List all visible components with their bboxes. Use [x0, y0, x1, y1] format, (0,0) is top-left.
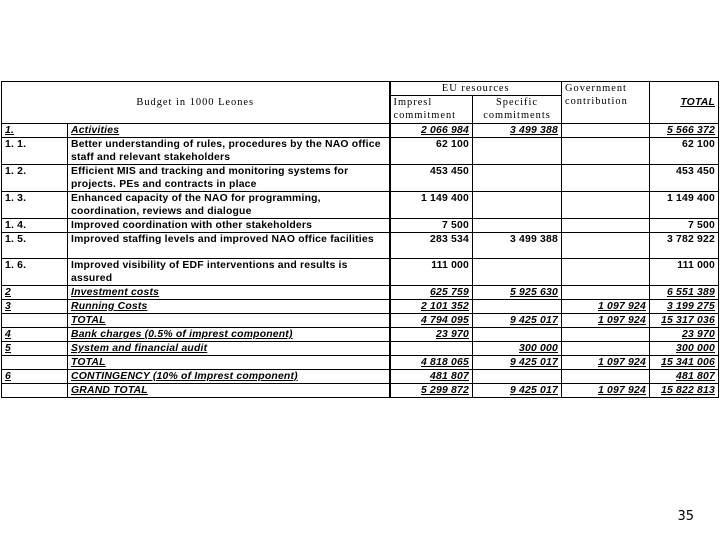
row-imprest: 2 066 984 — [390, 124, 473, 138]
table-row — [2, 165, 719, 192]
row-government: 1 097 924 — [562, 300, 650, 314]
table-row — [2, 300, 719, 314]
row-total: 6 551 389 — [650, 286, 719, 300]
row-government — [562, 192, 650, 219]
row-code: 1. — [2, 124, 68, 138]
row-specific: 9 425 017 — [473, 314, 562, 328]
row-label: Efficient MIS and tracking and monitoring systems for projects. PEs and contracts in place — [68, 165, 390, 192]
row-imprest: 7 500 — [390, 219, 473, 233]
row-total: 453 450 — [650, 165, 719, 192]
row-specific: 9 425 017 — [473, 384, 562, 398]
row-code — [2, 356, 68, 370]
row-specific: 3 499 388 — [473, 124, 562, 138]
row-total: 481 807 — [650, 370, 719, 384]
row-label: CONTINGENCY (10% of Imprest component) — [68, 370, 390, 384]
table-row — [2, 219, 719, 233]
row-code: 1. 1. — [2, 138, 68, 165]
row-imprest: 481 807 — [390, 370, 473, 384]
row-total: 15 341 006 — [650, 356, 719, 370]
row-code: 2 — [2, 286, 68, 300]
row-government — [562, 219, 650, 233]
row-label: Improved coordination with other stakeholders — [68, 219, 390, 233]
row-imprest: 453 450 — [390, 165, 473, 192]
row-total: 15 317 036 — [650, 314, 719, 328]
row-label: TOTAL — [68, 356, 390, 370]
row-government — [562, 138, 650, 165]
row-label: Better understanding of rules, procedures by the NAO office staff and relevant stakeholders — [68, 138, 390, 165]
row-imprest — [390, 342, 473, 356]
row-specific: 300 000 — [473, 342, 562, 356]
row-label: TOTAL — [68, 314, 390, 328]
row-specific — [473, 259, 562, 286]
row-specific — [473, 370, 562, 384]
table-row-total — [2, 356, 719, 370]
table-row — [2, 342, 719, 356]
row-government: 1 097 924 — [562, 314, 650, 328]
row-code: 1. 3. — [2, 192, 68, 219]
row-specific — [473, 192, 562, 219]
row-code: 1. 6. — [2, 259, 68, 286]
row-total: 23 970 — [650, 328, 719, 342]
table-row — [2, 233, 719, 259]
row-government — [562, 233, 650, 259]
table-row — [2, 124, 719, 138]
row-label: Improved visibility of EDF interventions and results is assured — [68, 259, 390, 286]
row-government: 1 097 924 — [562, 384, 650, 398]
row-code: 1. 4. — [2, 219, 68, 233]
header-specific: Specific commitments — [473, 96, 562, 124]
row-imprest: 2 101 352 — [390, 300, 473, 314]
row-total: 1 149 400 — [650, 192, 719, 219]
table-row — [2, 328, 719, 342]
row-total: 3 782 922 — [650, 233, 719, 259]
row-specific — [473, 219, 562, 233]
row-government — [562, 328, 650, 342]
row-imprest: 62 100 — [390, 138, 473, 165]
row-specific: 5 925 630 — [473, 286, 562, 300]
row-imprest: 625 759 — [390, 286, 473, 300]
row-label: Activities — [68, 124, 390, 138]
row-code: 1. 2. — [2, 165, 68, 192]
row-label: GRAND TOTAL — [68, 384, 390, 398]
row-imprest: 283 534 — [390, 233, 473, 259]
row-government — [562, 342, 650, 356]
table-row — [2, 370, 719, 384]
row-specific — [473, 328, 562, 342]
row-imprest: 4 818 065 — [390, 356, 473, 370]
row-total: 5 566 372 — [650, 124, 719, 138]
table-title: Budget in 1000 Leones — [2, 82, 390, 124]
row-code — [2, 384, 68, 398]
table-row — [2, 259, 719, 286]
row-imprest: 23 970 — [390, 328, 473, 342]
row-code: 6 — [2, 370, 68, 384]
row-government — [562, 259, 650, 286]
page-number: 35 — [677, 509, 694, 524]
table-row — [2, 286, 719, 300]
header-total: TOTAL — [650, 82, 719, 124]
row-label: Enhanced capacity of the NAO for programming, coordination, reviews and dialogue — [68, 192, 390, 219]
row-specific: 3 499 388 — [473, 233, 562, 259]
row-label: Running Costs — [68, 300, 390, 314]
row-label: Improved staffing levels and improved NAO office facilities — [68, 233, 390, 259]
row-government — [562, 370, 650, 384]
row-specific — [473, 138, 562, 165]
row-specific: 9 425 017 — [473, 356, 562, 370]
table-row-total — [2, 314, 719, 328]
row-total: 111 000 — [650, 259, 719, 286]
row-total: 300 000 — [650, 342, 719, 356]
row-specific — [473, 300, 562, 314]
row-label: Investment costs — [68, 286, 390, 300]
row-total: 15 822 813 — [650, 384, 719, 398]
row-imprest: 5 299 872 — [390, 384, 473, 398]
row-government — [562, 124, 650, 138]
header-imprest: Impresl commitment — [390, 96, 473, 124]
row-government — [562, 286, 650, 300]
row-code: 1. 5. — [2, 233, 68, 259]
row-specific — [473, 165, 562, 192]
row-code: 5 — [2, 342, 68, 356]
row-total: 3 199 275 — [650, 300, 719, 314]
row-code — [2, 314, 68, 328]
row-code: 3 — [2, 300, 68, 314]
table-row — [2, 138, 719, 165]
budget-table — [1, 81, 719, 398]
row-label: Bank charges (0.5% of imprest component) — [68, 328, 390, 342]
table-row — [2, 192, 719, 219]
row-government: 1 097 924 — [562, 356, 650, 370]
row-total: 7 500 — [650, 219, 719, 233]
table-row-grand-total — [2, 384, 719, 398]
row-code: 4 — [2, 328, 68, 342]
row-government — [562, 165, 650, 192]
row-total: 62 100 — [650, 138, 719, 165]
header-eu-resources: EU resources — [390, 82, 562, 96]
row-imprest: 111 000 — [390, 259, 473, 286]
row-label: System and financial audit — [68, 342, 390, 356]
header-government: Government contribution — [562, 82, 650, 124]
row-imprest: 1 149 400 — [390, 192, 473, 219]
row-imprest: 4 794 095 — [390, 314, 473, 328]
